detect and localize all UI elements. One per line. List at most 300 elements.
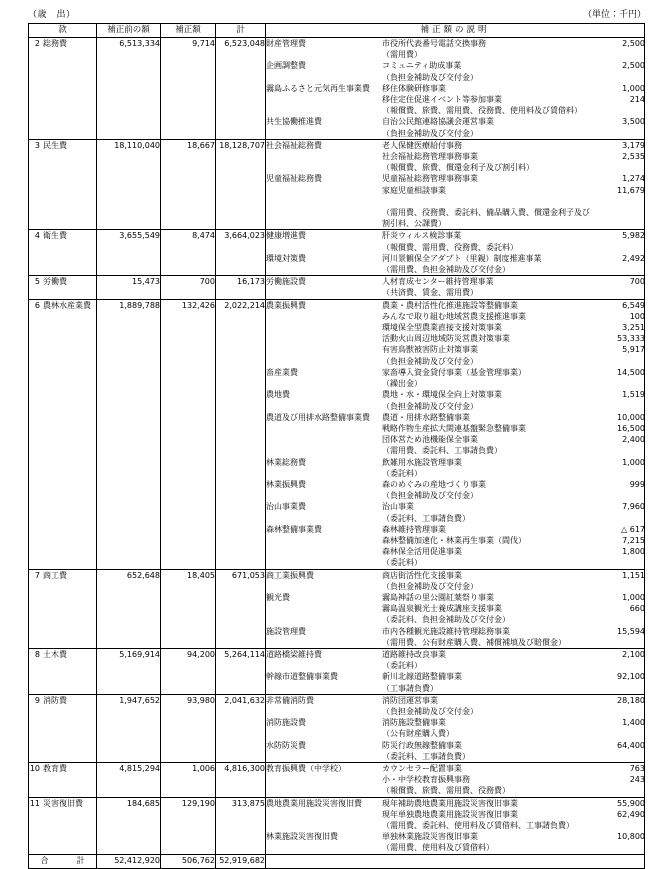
detail-description: （報償費、旅費、需用費、役務費、使用料及び賃借料）	[382, 106, 582, 116]
detail-description: 飲雑用水施設管理事業	[382, 457, 462, 467]
detail-value	[597, 287, 645, 298]
detail-item-name: 観光費	[266, 592, 290, 602]
detail-value: 660	[629, 604, 645, 614]
section-caption-expenditure: （歳 出）	[28, 10, 76, 20]
total-description-blank	[266, 854, 645, 868]
detail-value	[597, 401, 645, 412]
detail-table	[266, 300, 645, 569]
detail-row	[266, 649, 645, 660]
detail-description: 児童福祉総務管理事務事業	[382, 174, 478, 184]
detail-item-name	[266, 614, 382, 625]
cell-description-group	[266, 763, 645, 798]
detail-row	[266, 546, 645, 557]
detail-row	[266, 842, 645, 853]
detail-description: 消防団運営事業	[382, 695, 438, 705]
detail-value: 1,151	[622, 570, 645, 580]
detail-item-name	[266, 207, 382, 229]
detail-description: 河川景観保全アダプト（里親）制度推進事業	[382, 253, 542, 263]
table-row	[29, 648, 645, 694]
kan-name: 総務費	[43, 39, 67, 48]
detail-value	[597, 706, 645, 717]
detail-row	[266, 740, 645, 751]
detail-description: 商店街活性化支援事業	[382, 570, 462, 580]
cell-amount: 94,200	[161, 648, 216, 694]
detail-description: （需用費、役務費、委託料、備品購入費、償還金利子及び割引料、公課費）	[382, 208, 590, 229]
kan-name: 消防費	[43, 695, 67, 705]
detail-description: 霧島神話の里公園紅葉祭り事業	[382, 592, 494, 602]
detail-item-name: 社会福祉総務費	[266, 140, 322, 150]
detail-item-name	[266, 264, 382, 275]
detail-row	[266, 60, 645, 71]
detail-item-name	[266, 128, 382, 139]
detail-row	[266, 535, 645, 546]
kan-number: 2	[34, 39, 40, 48]
detail-item-name: 農業振興費	[266, 300, 306, 310]
detail-row	[266, 401, 645, 412]
kan-number: 11	[29, 798, 40, 808]
detail-row	[266, 207, 645, 229]
detail-description: 森林維持管理事業	[382, 524, 446, 534]
detail-value: 763	[629, 764, 645, 773]
detail-description: カウンセラー配置事業	[382, 764, 462, 773]
header-total: 計	[216, 24, 266, 38]
detail-table	[266, 695, 645, 762]
detail-item-name	[266, 423, 382, 434]
detail-value: 14,500	[617, 367, 645, 377]
detail-item-name: 治山事業費	[266, 502, 306, 512]
cell-description-group	[266, 38, 645, 140]
detail-item-name	[266, 490, 382, 501]
cell-pre-amount: 4,815,294	[97, 763, 161, 798]
detail-description: 活動火山周辺地域防災営農対策事業	[382, 334, 510, 344]
cell-kan	[29, 797, 97, 854]
detail-description: （委託料、負担金補助及び交付金）	[382, 615, 510, 625]
table-row	[29, 276, 645, 299]
table-total-row	[29, 854, 645, 868]
detail-row	[266, 570, 645, 581]
detail-table	[266, 38, 645, 139]
detail-item-name: 林業総務費	[266, 457, 306, 467]
detail-row	[266, 423, 645, 434]
cell-amount: 93,980	[161, 694, 216, 762]
cell-pre-amount: 15,473	[97, 276, 161, 299]
detail-description: （委託料）	[382, 468, 422, 478]
detail-item-name: 財産管理費	[266, 39, 306, 48]
unit-caption: （単位：千円）	[582, 10, 646, 20]
kan-number: 3	[34, 140, 40, 150]
header-row	[29, 24, 645, 38]
detail-row	[266, 264, 645, 275]
detail-description: （需用費、負担金補助及び交付金）	[382, 265, 510, 275]
detail-value: 1,519	[622, 390, 645, 400]
detail-row	[266, 196, 645, 207]
detail-description	[382, 196, 597, 207]
detail-item-name: 道路橋梁維持費	[266, 649, 322, 659]
detail-item-name: 畜産業費	[266, 367, 298, 377]
detail-item-name	[266, 809, 382, 820]
detail-item-name	[266, 546, 382, 557]
detail-row	[266, 276, 645, 287]
detail-value	[597, 356, 645, 367]
detail-value: 1,000	[622, 457, 645, 467]
detail-row	[266, 344, 645, 355]
detail-item-name: 農地費	[266, 390, 290, 400]
detail-description: 農地・水・環境保全向上対策事業	[382, 390, 502, 400]
cell-pre-amount: 18,110,040	[97, 139, 161, 230]
detail-description: （報償費、旅費、需用費、役務費）	[382, 786, 510, 796]
detail-item-name	[266, 356, 382, 367]
cell-kan	[29, 763, 97, 798]
detail-item-name	[266, 513, 382, 524]
detail-value	[597, 242, 645, 253]
detail-item-name: 労働施設費	[266, 277, 306, 287]
detail-description: （需用費、委託料、使用料及び賃借料、工事請負費）	[382, 821, 574, 831]
detail-item-name	[266, 468, 382, 479]
detail-item-name	[266, 322, 382, 333]
detail-description: 小・中学校教育振興事務	[382, 775, 470, 785]
detail-value	[597, 614, 645, 625]
detail-row	[266, 162, 645, 173]
kan-number: 10	[29, 764, 40, 773]
detail-item-name: 健康増進費	[266, 231, 306, 241]
header-pre-amount: 補正前の額	[97, 24, 161, 38]
detail-table	[266, 276, 645, 298]
header-kan: 款	[29, 24, 97, 38]
detail-description: 現年単独農地農業用施設災害復旧事業	[382, 809, 518, 819]
cell-pre-amount: 5,169,914	[97, 648, 161, 694]
detail-row	[266, 457, 645, 468]
cell-kan	[29, 139, 97, 230]
detail-description: （需用費、使用料及び賃借料）	[382, 843, 494, 853]
detail-value: 28,180	[617, 695, 645, 705]
detail-row	[266, 311, 645, 322]
detail-value	[597, 490, 645, 501]
detail-description: 新川北線道路整備事業	[382, 672, 462, 682]
table-row	[29, 763, 645, 798]
detail-row	[266, 479, 645, 490]
detail-value	[597, 820, 645, 831]
detail-item-name	[266, 581, 382, 592]
detail-row	[266, 581, 645, 592]
detail-value: 2,500	[622, 39, 645, 48]
detail-value	[597, 49, 645, 60]
detail-value: 2,500	[622, 61, 645, 71]
detail-row	[266, 728, 645, 739]
detail-row	[266, 695, 645, 706]
cell-kan	[29, 38, 97, 140]
detail-row	[266, 513, 645, 524]
detail-value: 1,000	[622, 83, 645, 93]
detail-item-name	[266, 603, 382, 614]
detail-description: 森林保全活用促進事業	[382, 547, 462, 557]
detail-value: 2,400	[622, 435, 645, 445]
table-body	[29, 38, 645, 869]
detail-value	[597, 378, 645, 389]
table-row	[29, 694, 645, 762]
detail-row	[266, 798, 645, 809]
detail-value	[597, 683, 645, 694]
detail-value	[597, 162, 645, 173]
detail-table	[266, 140, 645, 230]
detail-row	[266, 468, 645, 479]
detail-value	[597, 128, 645, 139]
detail-row	[266, 614, 645, 625]
total-pre-amount: 52,412,920	[97, 854, 161, 868]
kan-name: 災害復旧費	[43, 798, 83, 808]
cell-description-group	[266, 139, 645, 230]
detail-row	[266, 105, 645, 116]
detail-value: 7,215	[622, 535, 645, 545]
detail-description: 消防施設整備事業	[382, 718, 446, 728]
detail-table	[266, 570, 645, 648]
detail-item-name: 消防施設費	[266, 718, 306, 728]
detail-row	[266, 809, 645, 820]
detail-value: 3,179	[622, 140, 645, 150]
cell-description-group	[266, 276, 645, 299]
detail-item-name: 幹線市道整備事業費	[266, 672, 338, 682]
detail-row	[266, 378, 645, 389]
detail-row	[266, 94, 645, 105]
detail-description: 森のめぐみの産地づくり事業	[382, 479, 486, 489]
detail-value: 2,492	[622, 253, 645, 263]
detail-row	[266, 501, 645, 512]
detail-row	[266, 242, 645, 253]
detail-row	[266, 445, 645, 456]
detail-item-name	[266, 344, 382, 355]
detail-item-name: 企画調整費	[266, 61, 306, 71]
detail-row	[266, 763, 645, 774]
kan-number: 6	[34, 300, 40, 310]
detail-item-name	[266, 185, 382, 196]
cell-amount: 132,426	[161, 299, 216, 569]
detail-value: 3,251	[622, 323, 645, 333]
cell-description-group	[266, 797, 645, 854]
detail-row	[266, 412, 645, 423]
detail-description: （委託料、工事請負費）	[382, 513, 470, 523]
cell-amount: 1,006	[161, 763, 216, 798]
detail-row	[266, 434, 645, 445]
detail-table	[266, 230, 645, 275]
detail-table	[266, 649, 645, 694]
detail-value: 5,982	[622, 231, 645, 241]
detail-row	[266, 637, 645, 648]
detail-description: 現年補助農地農業用施設災害復旧事業	[382, 798, 518, 808]
detail-description: （繰出金）	[382, 379, 422, 389]
detail-description: （需用費、公有財産購入費、補償補填及び賠償金）	[382, 637, 566, 647]
cell-amount: 700	[161, 276, 216, 299]
detail-value: 1,000	[622, 592, 645, 602]
detail-row	[266, 717, 645, 728]
detail-value	[597, 637, 645, 648]
table-row	[29, 797, 645, 854]
detail-row	[266, 603, 645, 614]
detail-description: みんなで取り組む地域営農支援推進事業	[382, 311, 526, 321]
detail-value: 10,800	[617, 832, 645, 842]
detail-value	[597, 785, 645, 796]
detail-description: （報償費、旅費、償還金利子及び割引料）	[382, 163, 534, 173]
detail-item-name	[266, 196, 382, 207]
detail-description: （負担金補助及び交付金）	[382, 581, 478, 591]
detail-description: 道路維持改良事業	[382, 649, 446, 659]
detail-description: 自治公民館連絡協議会運営事業	[382, 117, 494, 127]
detail-row	[266, 300, 645, 311]
kan-number: 7	[34, 570, 40, 580]
detail-row	[266, 253, 645, 264]
detail-item-name	[266, 72, 382, 83]
detail-item-name: 農地農業用施設災害復旧費	[266, 798, 362, 808]
detail-item-name	[266, 434, 382, 445]
detail-item-name	[266, 287, 382, 298]
detail-value: 64,400	[617, 740, 645, 750]
detail-value: △ 617	[621, 524, 645, 534]
detail-value	[597, 264, 645, 275]
kan-name: 民生費	[43, 140, 67, 150]
detail-row	[266, 774, 645, 785]
detail-row	[266, 785, 645, 796]
detail-value: 11,679	[617, 185, 645, 195]
kan-name: 土木費	[43, 649, 67, 659]
detail-item-name: 商工業振興費	[266, 570, 314, 580]
detail-row	[266, 820, 645, 831]
detail-description: （負担金補助及び交付金）	[382, 401, 478, 411]
detail-value	[597, 468, 645, 479]
cell-amount: 9,714	[161, 38, 216, 140]
detail-row	[266, 592, 645, 603]
detail-description: 肝炎ウィルス検診事業	[382, 231, 462, 241]
detail-table	[266, 763, 645, 797]
cell-kan	[29, 230, 97, 276]
detail-value: 700	[629, 277, 645, 287]
detail-value	[597, 513, 645, 524]
cell-description-group	[266, 569, 645, 648]
detail-description: （需用費、委託料、工事請負費）	[382, 446, 502, 456]
detail-item-name	[266, 706, 382, 717]
total-total: 52,919,682	[216, 854, 266, 868]
detail-description: 移住体験研修事業	[382, 83, 446, 93]
kan-number: 9	[34, 695, 40, 705]
detail-item-name	[266, 311, 382, 322]
detail-description: （報償費、需用費、役務費、委託料）	[382, 242, 518, 252]
table-header	[29, 24, 645, 38]
cell-pre-amount: 3,655,549	[97, 230, 161, 276]
detail-row	[266, 389, 645, 400]
detail-row	[266, 671, 645, 682]
cell-kan	[29, 569, 97, 648]
detail-value: 1,800	[622, 547, 645, 557]
detail-value: 3,500	[622, 117, 645, 127]
detail-row	[266, 72, 645, 83]
detail-row	[266, 322, 645, 333]
kan-number: 5	[34, 277, 40, 287]
detail-row	[266, 356, 645, 367]
detail-item-name: 児童福祉総務費	[266, 174, 322, 184]
cell-amount: 8,474	[161, 230, 216, 276]
detail-description: 有害鳥獣被害防止対策事業	[382, 345, 478, 355]
detail-description: 社会福祉総務管理事務事業	[382, 152, 478, 162]
cell-kan	[29, 694, 97, 762]
detail-value: 53,333	[617, 334, 645, 344]
cell-description-group	[266, 230, 645, 276]
detail-description: （委託料、工事請負費）	[382, 751, 470, 761]
cell-description-group	[266, 299, 645, 569]
detail-description: （公有財産購入費）	[382, 729, 454, 739]
detail-item-name: 教育振興費（中学校）	[266, 764, 346, 773]
detail-description: 単独林業施設災害復旧事業	[382, 832, 478, 842]
cell-total: 2,041,632	[216, 694, 266, 762]
detail-description: 市役所代表番号電話交換事務	[382, 39, 486, 48]
table-row	[29, 139, 645, 230]
detail-value	[597, 445, 645, 456]
detail-row	[266, 660, 645, 671]
header-amount: 補正額	[161, 24, 216, 38]
detail-item-name	[266, 333, 382, 344]
detail-item-name: 共生協働推進費	[266, 117, 322, 127]
detail-item-name	[266, 49, 382, 60]
detail-value	[597, 196, 645, 207]
detail-row	[266, 683, 645, 694]
detail-value: 62,490	[617, 809, 645, 819]
detail-item-name: 環境対策費	[266, 253, 306, 263]
detail-item-name	[266, 242, 382, 253]
cell-kan	[29, 276, 97, 299]
detail-row	[266, 151, 645, 162]
detail-item-name	[266, 820, 382, 831]
detail-item-name: 林業振興費	[266, 479, 306, 489]
detail-row	[266, 49, 645, 60]
detail-item-name: 非常備消防費	[266, 695, 314, 705]
detail-value: 1,400	[622, 718, 645, 728]
total-label: 合 計	[29, 854, 97, 868]
detail-description: （負担金補助及び交付金）	[382, 128, 478, 138]
detail-description: 森林整備加速化・林業再生事業（間伐）	[382, 535, 526, 545]
table-row	[29, 569, 645, 648]
detail-description: （共済費、賃金、需用費）	[382, 288, 478, 298]
detail-value: 6,549	[622, 300, 645, 310]
detail-row	[266, 140, 645, 151]
cell-total: 5,264,114	[216, 648, 266, 694]
detail-value: 15,594	[617, 626, 645, 636]
detail-item-name	[266, 785, 382, 796]
detail-description: コミュニティ助成事業	[382, 61, 462, 71]
cell-total: 2,022,214	[216, 299, 266, 569]
detail-row	[266, 173, 645, 184]
detail-description: （負担金補助及び交付金）	[382, 72, 478, 82]
detail-description: 老人保健医療給付事務	[382, 140, 462, 150]
detail-item-name	[266, 557, 382, 568]
header-description: 補正額の説明	[266, 24, 645, 38]
total-amount: 506,762	[161, 854, 216, 868]
budget-table	[28, 23, 645, 869]
table-row	[29, 299, 645, 569]
detail-description: 人材育成センター維持管理事業	[382, 277, 494, 287]
detail-description: 移住定住促進イベント等参加事業	[382, 95, 502, 105]
caption-row	[0, 6, 660, 22]
cell-total: 6,523,048	[216, 38, 266, 140]
detail-value: 1,274	[622, 174, 645, 184]
detail-value	[597, 660, 645, 671]
cell-pre-amount: 184,685	[97, 797, 161, 854]
detail-item-name	[266, 378, 382, 389]
cell-total: 4,816,300	[216, 763, 266, 798]
detail-row	[266, 83, 645, 94]
detail-item-name: 施設管理費	[266, 626, 306, 636]
detail-row	[266, 490, 645, 501]
kan-number: 4	[34, 231, 40, 241]
detail-value: 7,960	[622, 502, 645, 512]
cell-amount: 18,405	[161, 569, 216, 648]
cell-pre-amount: 1,889,788	[97, 299, 161, 569]
detail-value	[597, 728, 645, 739]
